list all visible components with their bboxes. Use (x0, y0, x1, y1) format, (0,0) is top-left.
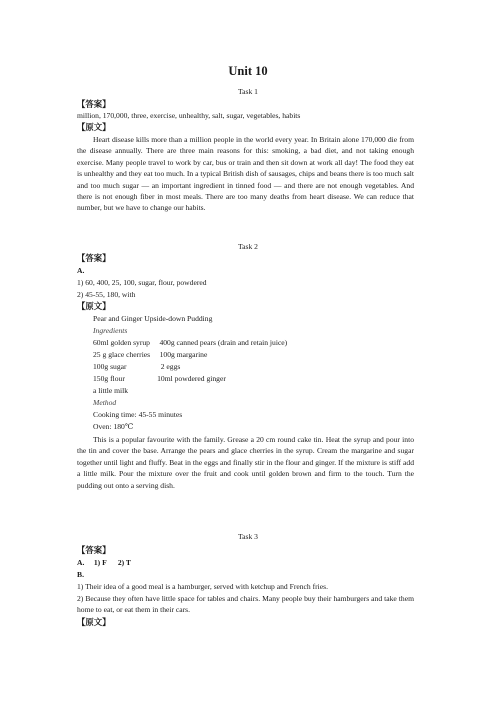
task3-answer-2: 2) Because they often have little space for tables and chairs. Many people buy their hamburgers and take them home to eat, or eat them in their cars. (77, 594, 414, 615)
task2-text-label: 【原文】 (77, 301, 111, 311)
task2-heading: Task 2 (238, 242, 258, 251)
ingredient-line-5: a little milk (93, 386, 129, 395)
oven-temperature: Oven: 180℃ (93, 422, 134, 431)
page-title: Unit 10 (228, 64, 268, 78)
method-text: This is a popular favourite with the family. Grease a 20 cm round cake tin. Heat the syrup and pour into the tin and cover the base. Arrange the pears and glace cherries in the syrup. Cream the margarine and sugar together until light and fluffy. Beat in the eggs and finally stir in the flour and ginger. If the mixture is stiff add a little milk. Pour the mixture over the fruit and cook until golden brown and firm to the touch. Turn the pudding out onto a serving dish. (77, 435, 414, 490)
task3-part-a: A. 1) F 2) T (77, 558, 131, 567)
task1-answer: million, 170,000, three, exercise, unhealthy, salt, sugar, vegetables, habits (77, 111, 301, 120)
task1-heading: Task 1 (238, 87, 258, 96)
method-label: Method (93, 398, 117, 407)
task1-transcript: Heart disease kills more than a million people in the world every year. In Britain alone 170,000 die from the disease annually. There are three main reasons for this: smoking, a bad diet, and not taking enough exercise. Many people travel to work by car, bus or train and then sit down at work all day! The food they eat is unhealthy and they eat too much. In a typical British dish of sausages, chips and beans there is too much salt and too much sugar — an important ingredient in tinned food — and there are not enough vegetables. And there is not enough fiber in most meals. There are too many deaths from heart disease. We can reduce that number, but we have to change our habits. (77, 135, 414, 213)
recipe-title: Pear and Ginger Upside-down Pudding (93, 314, 213, 323)
ingredient-line-2: 25 g glace cherries 100g margarine (93, 350, 208, 359)
task3-answer-1: 1) Their idea of a good meal is a hamburger, served with ketchup and French fries. (77, 582, 328, 591)
task3-part-b: B. (77, 570, 84, 579)
task1-answer-label: 【答案】 (77, 99, 111, 109)
ingredients-label: Ingredients (93, 326, 128, 335)
task2-answer-label: 【答案】 (77, 253, 111, 263)
task3-text-label: 【原文】 (77, 617, 111, 627)
cooking-time: Cooking time: 45-55 minutes (93, 410, 183, 419)
task3-answer-label: 【答案】 (77, 545, 111, 555)
task1-text-label: 【原文】 (77, 122, 111, 132)
task2-part-a: A. (77, 266, 85, 275)
ingredient-line-4: 150g flour 10ml powdered ginger (93, 374, 226, 383)
task3-heading: Task 3 (238, 532, 258, 541)
ingredient-line-1: 60ml golden syrup 400g canned pears (drain and retain juice) (93, 338, 288, 347)
ingredient-line-3: 100g sugar 2 eggs (93, 362, 181, 371)
task2-answer-2: 2) 45-55, 180, with (77, 290, 136, 299)
task2-answer-1: 1) 60, 400, 25, 100, sugar, flour, powdered (77, 278, 207, 287)
